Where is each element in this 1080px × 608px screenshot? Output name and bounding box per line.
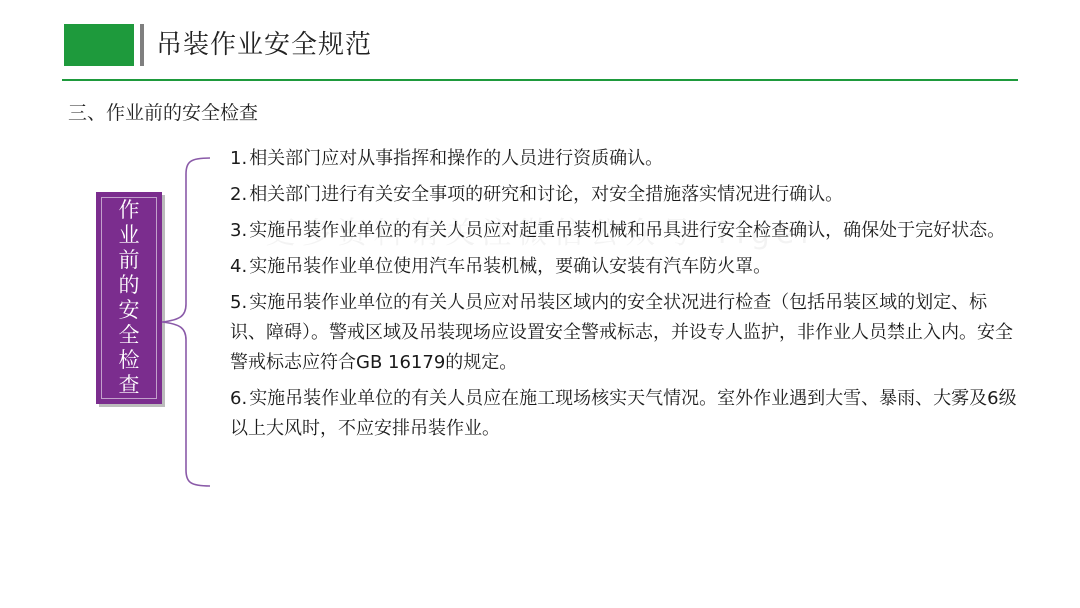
list-item: 3. 实施吊装作业单位的有关人员应对起重吊装机械和吊具进行安全检查确认，确保处于完好状态。 [230,220,1006,241]
page-title: 吊装作业安全规范 [156,30,373,60]
label-char: 安 [118,298,140,322]
list-item: 2. 相关部门进行有关安全事项的研究和讨论，对安全措施落实情况进行确认。 [230,184,844,205]
label-char: 业 [118,223,140,247]
section-label-text [96,192,162,404]
section-label-box [96,192,162,404]
label-char: 检 [118,348,140,372]
title-separator [140,24,144,66]
list-item: 6. 实施吊装作业单位的有关人员应在施工现场核实天气情况。室外作业遇到大雪、暴雨、大雾及6级以上大风时，不应安排吊装作业。 [230,388,1017,439]
brace-path [162,158,210,486]
list-item: 4. 实施吊装作业单位使用汽车吊装机械，要确认安装有汽车防火罩。 [230,256,772,277]
label-char: 作 [118,198,140,222]
label-char: 的 [118,273,140,297]
list-item: 1. 相关部门应对从事指挥和操作的人员进行资质确认。 [230,148,664,169]
list-item: 5. 实施吊装作业单位的有关人员应对吊装区域内的安全状况进行检查（包括吊装区域的划定、标识、障碍）。警戒区域及吊装现场应设置安全警戒标志，并设专人监护，非作业人员禁止入内。安全警戒标志应符合GB 16179的规定。 [230,292,1013,373]
header-rule [62,79,1018,81]
label-char: 前 [118,248,140,272]
label-char: 查 [118,373,140,397]
section-subtitle: 三、作业前的安全检查 [68,102,259,124]
curly-brace [158,152,214,492]
checklist [230,144,1020,450]
title-accent-block [64,24,134,66]
label-char: 全 [118,323,140,347]
